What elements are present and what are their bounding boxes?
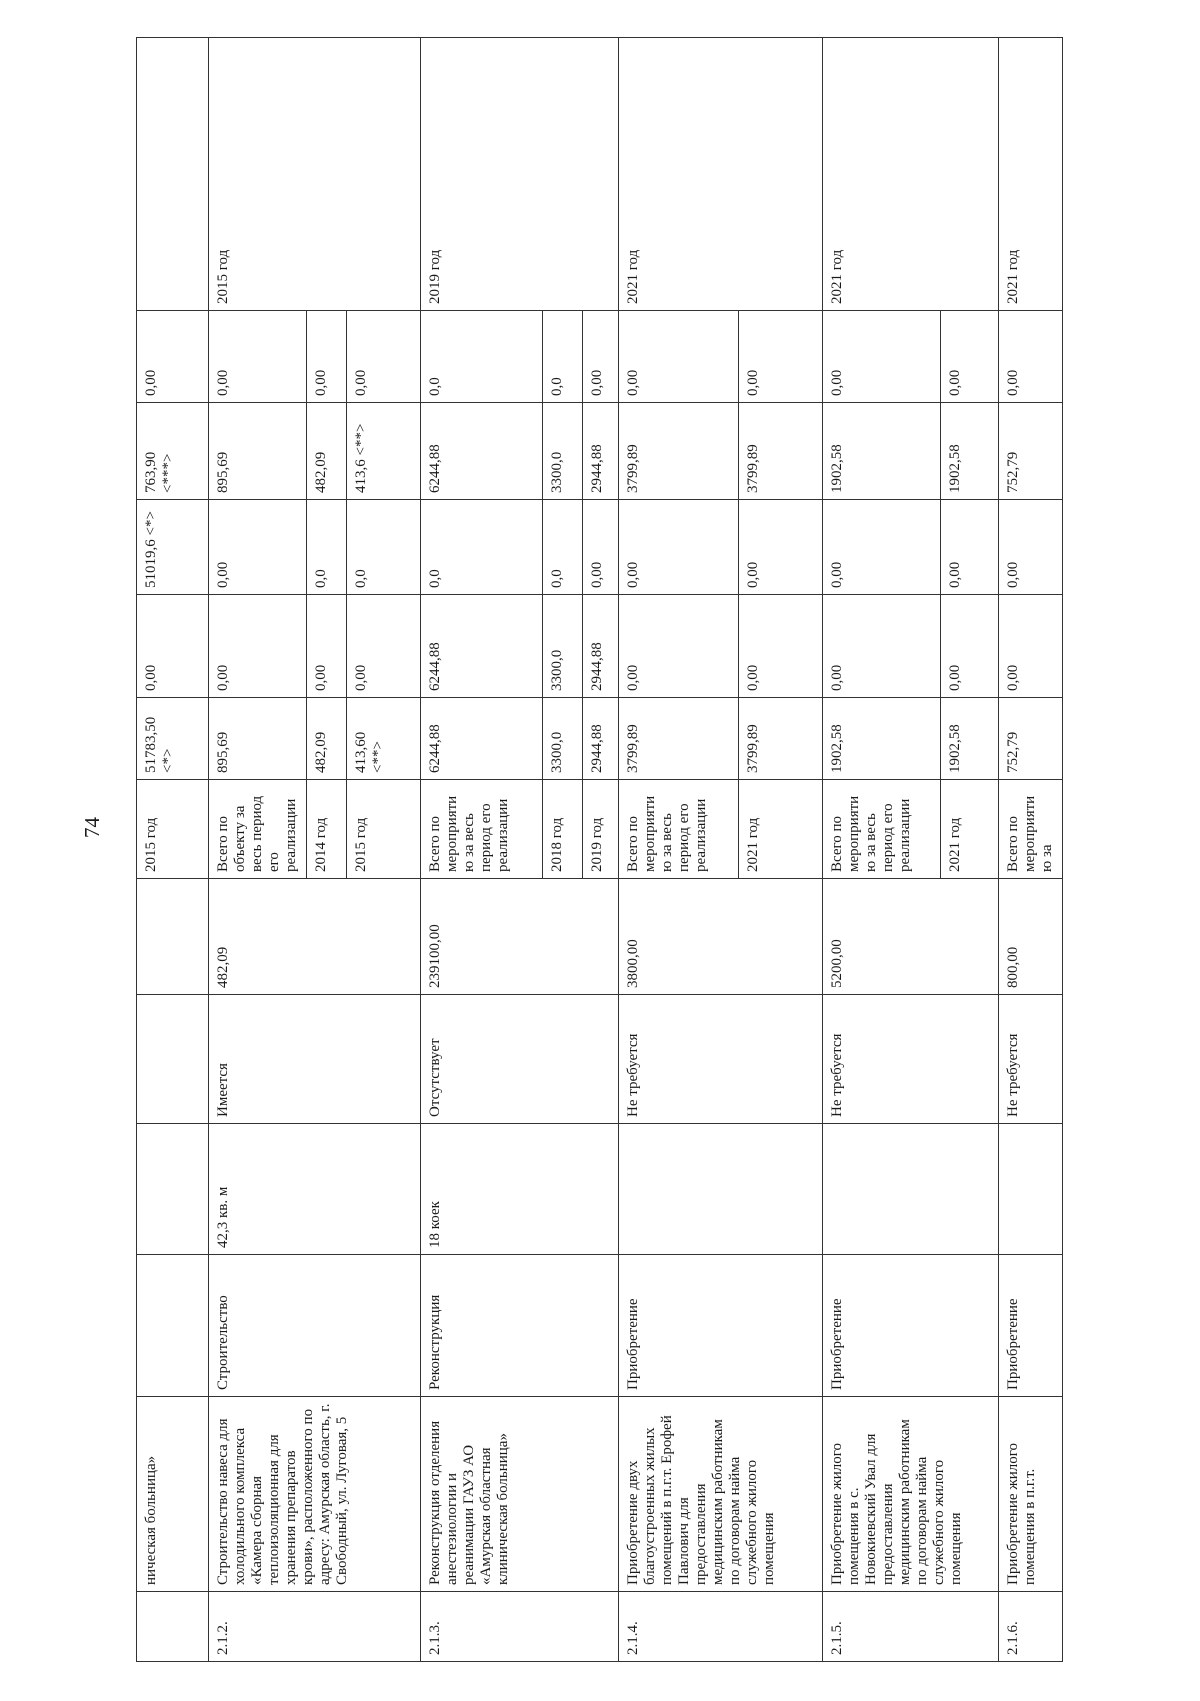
vb-value: 0,00 (307, 311, 347, 403)
vb-value: 0,00 (941, 311, 999, 403)
completion-year: 2015 год (209, 38, 421, 311)
page-number: 74 (80, 817, 104, 838)
ob-value: 0,00 (619, 500, 739, 595)
capacity: 18 коек (421, 1124, 619, 1255)
vb-value: 0,00 (619, 311, 739, 403)
mb-value: 752,79 (999, 403, 1063, 500)
capacity (823, 1124, 999, 1255)
table-row (421, 38, 543, 1662)
row-number: 2.1.4. (619, 1592, 823, 1662)
cell (137, 1255, 209, 1397)
total-value: 413,60 <**> (347, 698, 421, 780)
total-value: 895,69 (209, 698, 307, 780)
fb-value: 0,00 (823, 595, 941, 698)
ob-value: 0,00 (739, 500, 823, 595)
period: 2019 год (583, 780, 619, 879)
row-number: 2.1.6. (999, 1592, 1063, 1662)
ob-value: 0,0 (347, 500, 421, 595)
total-value: 2944,88 (583, 698, 619, 780)
period: Всего по мероприятию за (999, 780, 1063, 879)
period: 2021 год (941, 780, 999, 879)
fb-value: 0,00 (619, 595, 739, 698)
table-row (137, 38, 209, 1662)
object-name: Строительство навеса для холодильного комплекса «Камера сборная теплоизоляционная для хранения препаратов крови», расположенного по адресу: Амурская область, г. Свободный, ул. Луговая, 5 (209, 1397, 421, 1592)
total-value: 3799,89 (739, 698, 823, 780)
mb-value: 3799,89 (739, 403, 823, 500)
fb-value: 2944,88 (583, 595, 619, 698)
mb-value: 895,69 (209, 403, 307, 500)
vb-value: 0,0 (543, 311, 583, 403)
fb-value: 0,00 (739, 595, 823, 698)
object-name: Приобретение жилого помещения в с. Новокиевский Увал для предоставления медицинским работникам по договорам найма служебного жилого помещения (823, 1397, 999, 1592)
object-name: Приобретение двух благоустроенных жилых помещений в п.г.т. Ерофей Павлович для предоставления медицинским работникам по договорам найма служебного жилого помещения (619, 1397, 823, 1592)
work-type: Приобретение (619, 1255, 823, 1397)
object-name: Приобретение жилого помещения в п.г.т. (999, 1397, 1063, 1592)
total-value: 752,79 (999, 698, 1063, 780)
completion-year: 2021 год (823, 38, 999, 311)
ob-value: 0,0 (543, 500, 583, 595)
capacity (619, 1124, 823, 1255)
fb-value: 0,00 (209, 595, 307, 698)
work-type: Приобретение (999, 1255, 1063, 1397)
ob-value: 0,0 (421, 500, 543, 595)
mb-value: 763,90 <***> (137, 403, 209, 500)
mb-value: 413,6 <**> (347, 403, 421, 500)
mb-value: 1902,58 (941, 403, 999, 500)
vb-value: 0,00 (209, 311, 307, 403)
completion-year: 2021 год (999, 38, 1063, 311)
period: 2018 год (543, 780, 583, 879)
documentation: Не требуется (619, 995, 823, 1124)
ob-value: 51019,6 <*> (137, 500, 209, 595)
row-number: 2.1.3. (421, 1592, 619, 1662)
work-type: Реконструкция (421, 1255, 619, 1397)
vb-value: 0,00 (823, 311, 941, 403)
mb-value: 3799,89 (619, 403, 739, 500)
ob-value: 0,0 (307, 500, 347, 595)
ob-value: 0,00 (823, 500, 941, 595)
objects-table (136, 37, 1063, 1662)
documentation: Не требуется (823, 995, 999, 1124)
period: 2014 год (307, 780, 347, 879)
vb-value: 0,00 (999, 311, 1063, 403)
row-number: 2.1.5. (823, 1592, 999, 1662)
total-value: 1902,58 (823, 698, 941, 780)
estimated-cost: 3800,00 (619, 879, 823, 995)
period: Всего по мероприятию за весь период его реализации (421, 780, 543, 879)
fb-value: 0,00 (307, 595, 347, 698)
capacity: 42,3 кв. м (209, 1124, 421, 1255)
cell (137, 38, 209, 311)
vb-value: 0,00 (583, 311, 619, 403)
documentation: Не требуется (999, 995, 1063, 1124)
ob-value: 0,00 (999, 500, 1063, 595)
rotated-table-container (136, 38, 1108, 1662)
completion-year: 2021 год (619, 38, 823, 311)
period: 2015 год (347, 780, 421, 879)
total-value: 3300,0 (543, 698, 583, 780)
vb-value: 0,00 (347, 311, 421, 403)
object-name: Реконструкция отделения анестезиологии и реанимации ГАУЗ АО «Амурская областная клиническая больница» (421, 1397, 619, 1592)
period: Всего по мероприятию за весь период его реализации (619, 780, 739, 879)
total-value: 3799,89 (619, 698, 739, 780)
estimated-cost: 800,00 (999, 879, 1063, 995)
cell (137, 1592, 209, 1662)
table-row (999, 38, 1063, 1662)
table-row (619, 38, 739, 1662)
vb-value: 0,0 (421, 311, 543, 403)
period: Всего по объекту за весь период его реализации (209, 780, 307, 879)
fb-value: 3300,0 (543, 595, 583, 698)
documentation: Имеется (209, 995, 421, 1124)
cell (137, 1124, 209, 1255)
documentation: Отсутствует (421, 995, 619, 1124)
fb-value: 0,00 (999, 595, 1063, 698)
estimated-cost: 5200,00 (823, 879, 999, 995)
ob-value: 0,00 (209, 500, 307, 595)
fb-value: 6244,88 (421, 595, 543, 698)
ob-value: 0,00 (583, 500, 619, 595)
mb-value: 482,09 (307, 403, 347, 500)
vb-value: 0,00 (137, 311, 209, 403)
table-row (209, 38, 307, 1662)
total-value: 51783,50 <*> (137, 698, 209, 780)
period: 2021 год (739, 780, 823, 879)
total-value: 1902,58 (941, 698, 999, 780)
cell (137, 995, 209, 1124)
period: Всего по мероприятию за весь период его реализации (823, 780, 941, 879)
table-row (823, 38, 941, 1662)
ob-value: 0,00 (941, 500, 999, 595)
mb-value: 3300,0 (543, 403, 583, 500)
mb-value: 1902,58 (823, 403, 941, 500)
estimated-cost: 239100,00 (421, 879, 619, 995)
total-value: 6244,88 (421, 698, 543, 780)
period: 2015 год (137, 780, 209, 879)
work-type: Приобретение (823, 1255, 999, 1397)
completion-year: 2019 год (421, 38, 619, 311)
mb-value: 2944,88 (583, 403, 619, 500)
cell (137, 879, 209, 995)
fb-value: 0,00 (941, 595, 999, 698)
total-value: 482,09 (307, 698, 347, 780)
fb-value: 0,00 (137, 595, 209, 698)
mb-value: 6244,88 (421, 403, 543, 500)
fb-value: 0,00 (347, 595, 421, 698)
capacity (999, 1124, 1063, 1255)
work-type: Строительство (209, 1255, 421, 1397)
row-number: 2.1.2. (209, 1592, 421, 1662)
vb-value: 0,00 (739, 311, 823, 403)
estimated-cost: 482,09 (209, 879, 421, 995)
object-name: ническая больница» (137, 1397, 209, 1592)
